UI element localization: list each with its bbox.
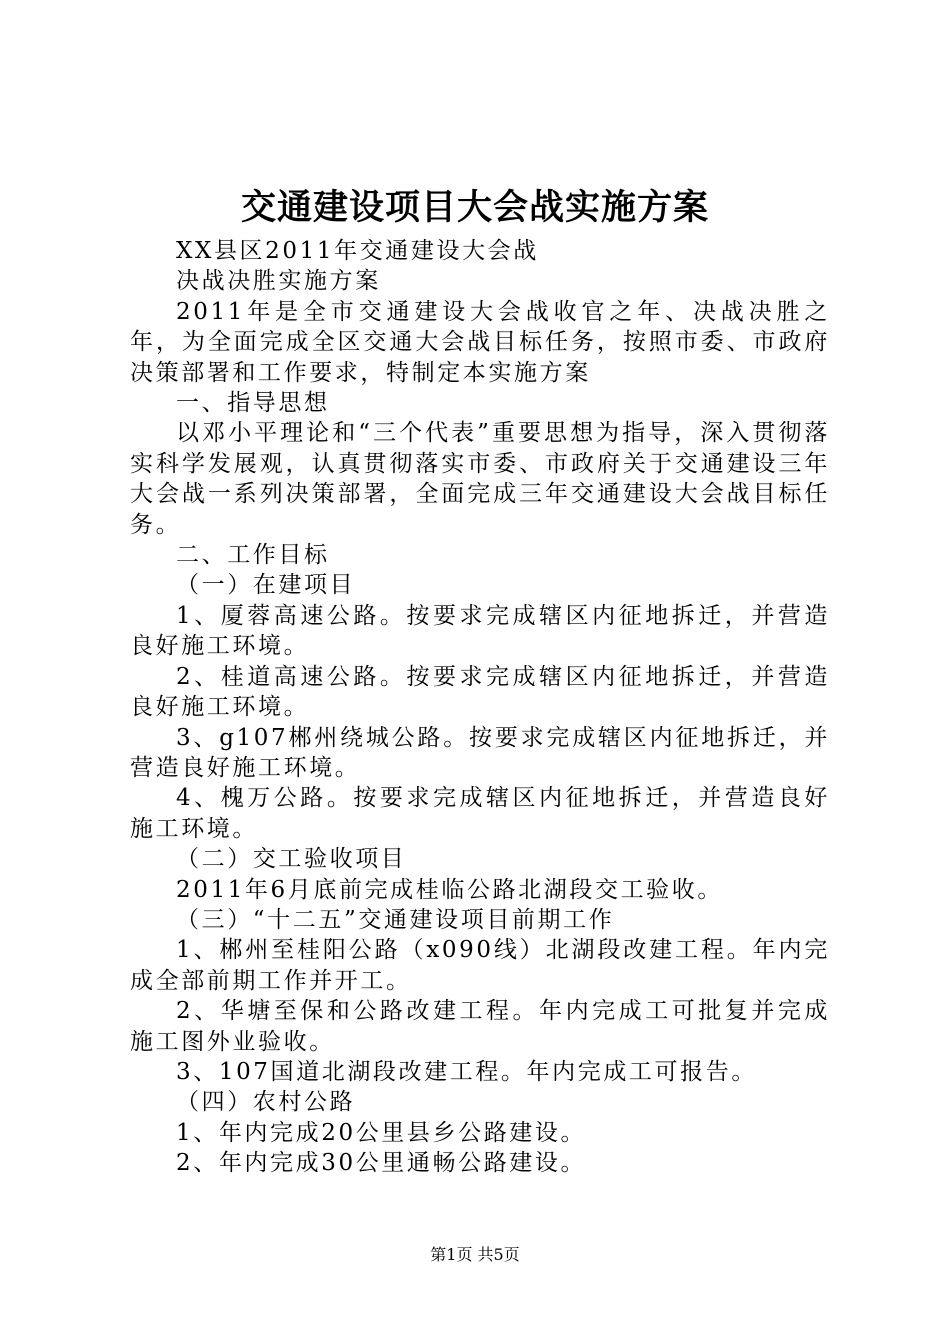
list-item: 2、年内完成30公里通畅公路建设。: [176, 1150, 587, 1177]
subtitle-line-1: XX县区2011年交通建设大会战: [176, 238, 539, 264]
page-footer: 第1页 共5页: [430, 1245, 520, 1264]
list-item: 1、厦蓉高速公路。按要求完成辖区内征地拆迁，并营造良好施工环境。: [130, 602, 830, 660]
list-item: 2、华塘至保和公路改建工程。年内完成工可批复并完成施工图外业验收。: [130, 998, 830, 1055]
list-item: 3、g107郴州绕城公路。按要求完成辖区内征地拆迁，并营造良好施工环境。: [130, 724, 830, 781]
subsection-heading: （四）农村公路: [176, 1089, 356, 1116]
list-item: 1、年内完成20公里县乡公路建设。: [176, 1119, 587, 1146]
section-heading: 二、工作目标: [176, 542, 330, 569]
document-body: [130, 236, 830, 1179]
subtitle-line-2: 决战决胜实施方案: [176, 268, 381, 295]
intro-paragraph: 2011年是全市交通建设大会战收官之年、决战决胜之年，为全面完成全区交通大会战目标任务，按照市委、市政府决策部署和工作要求，特制定本实施方案: [130, 298, 830, 386]
section-heading: 一、指导思想: [176, 390, 330, 417]
paragraph: 以邓小平理论和“三个代表”重要思想为指导，深入贯彻落实科学发展观，认真贯彻落实市委、市政府关于交通建设三年大会战一系列决策部署，全面完成三年交通建设大会战目标任务。: [130, 420, 830, 538]
list-item: 4、槐万公路。按要求完成辖区内征地拆迁，并营造良好施工环境。: [130, 785, 830, 842]
list-item: 1、郴州至桂阳公路（x090线）北湖段改建工程。年内完成全部前期工作并开工。: [130, 937, 830, 994]
paragraph: 2011年6月底前完成桂临公路北湖段交工验收。: [176, 876, 723, 903]
list-item: 3、107国道北湖段改建工程。年内完成工可报告。: [176, 1058, 757, 1085]
subsection-heading: （一）在建项目: [176, 572, 356, 599]
document-title: 交通建设项目大会战实施方案: [240, 187, 709, 228]
subsection-heading: （三）“十二五”交通建设项目前期工作: [176, 906, 615, 933]
list-item: 2、桂道高速公路。按要求完成辖区内征地拆迁，并营造良好施工环境。: [130, 663, 830, 721]
subsection-heading: （二）交工验收项目: [176, 846, 407, 873]
